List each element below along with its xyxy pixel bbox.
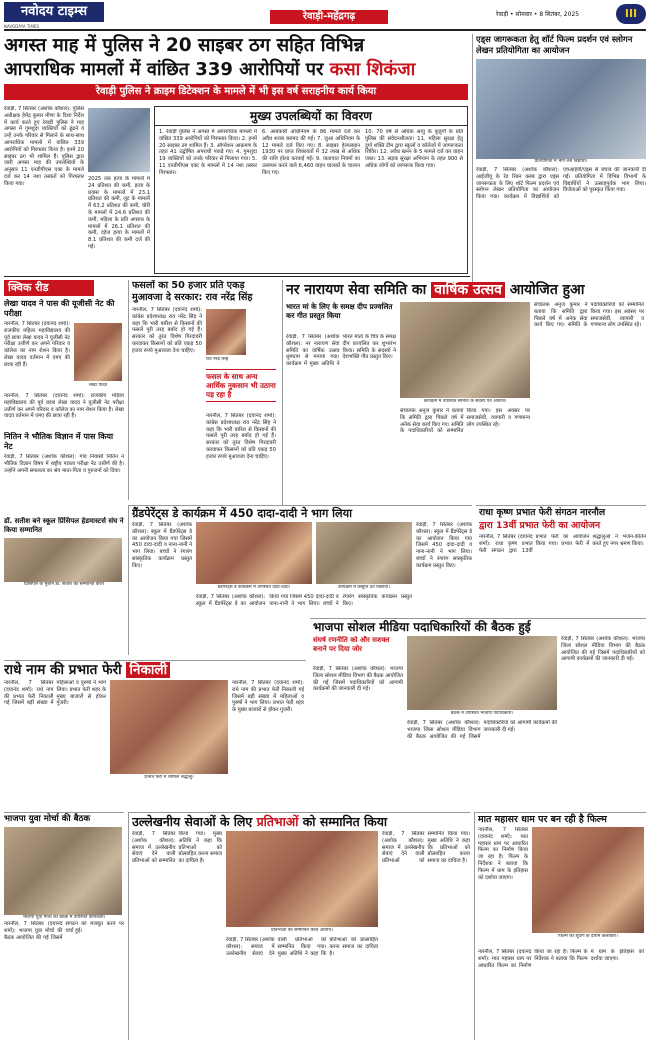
aids-photo <box>476 59 646 159</box>
film-headline: मात महासर धाम पर बन रही है फिल्म <box>478 814 607 825</box>
yuva-caption: भाजपा युवा मोर्चा की बैठक में उपस्थित कार्यकर्ता। <box>22 915 106 920</box>
lead-headline-highlight: कसा शिकंजा <box>329 59 416 80</box>
principal-photo <box>4 538 122 582</box>
honor-headline-highlight: प्रतिभाओं <box>256 814 299 829</box>
farmers-headline: फसलों का 50 हजार प्रति एकड़ मुआवजा दे सरकार: राव नरेंद्र सिंह <box>132 280 253 303</box>
honor-headline: उल्लेखनीय सेवाओं के लिए प्रतिभाओं को सम्मानित किया <box>132 814 388 829</box>
grandparents-caption-2: कार्यक्रम में प्रस्तुति देते विद्यार्थी। <box>338 585 390 590</box>
lekha-photo <box>74 323 122 381</box>
grandparents-caption-1: ग्रैंडपेरेंट्स डे कार्यक्रम में उपस्थित दादा-दादी। <box>217 585 291 590</box>
grandparents-headline: ग्रैंडपेरेंट्स डे कार्यक्रम में 450 दादा-दादी ने भाग लिया <box>132 507 353 520</box>
radhe-naam-body-2: नारनौल, 7 सितंबर (दयानंद शर्मा): राधे नाम की प्रभात फेरी निकाली गई जिसमें बड़ी संख्या में महिलाओं व पुरुषों ने भाग लिया। प्रभात फेरी शहर के मुख्य बाजारों से होकर गुजरी। <box>232 680 304 714</box>
lead-photo <box>88 108 150 172</box>
quickread-headline-1: लेखा यादव ने पास की यूजीसी नेट की परीक्षा <box>4 299 115 318</box>
radhe-naam-caption: प्रभात फेरी में शामिल श्रद्धालु। <box>144 775 194 780</box>
grandparents-photo-2 <box>316 522 412 584</box>
honor-caption: प्रतिभाओं को सम्मानित करते अतिथि। <box>270 928 334 933</box>
yuva-body: नारनौल, 7 सितंबर (दयानंद शर्मा): भाजपा युवा मोर्चा की बैठक आयोजित की गई जिसमें संगठन को मजबूत करने पर चर्चा हुई। <box>4 921 124 941</box>
bjp-caption: बैठक में उपस्थित भाजपा पदाधिकारी। <box>450 711 514 716</box>
rao-narendra-portrait <box>206 309 246 355</box>
achievements-title: मुख्य उपलब्धियों का विवरण <box>155 107 467 126</box>
radha-body: नारनौल, 7 सितंबर (दयानंद शर्मा): राधा कृष्ण प्रभात फेरी संगठन द्वारा 13वीं प्रभात फेरी का आयोजन किया गया। प्रभात फेरी में श्रद्धालुओं ने भजन-कीर्तन करते हुए नगर भ्रमण किया। <box>479 534 646 554</box>
bjp-body-2: रेवाड़ी, 7 सितंबर (अशोक कौशल): भाजपा जिला सोशल मीडिया विभाग की बैठक आयोजित की गई जिसमें पदाधिकारियों को आगामी कार्यक्रमों की जानकारी दी गई। <box>407 720 557 740</box>
quick-read-label: क्विक रीड <box>4 280 94 296</box>
annual-photo <box>400 302 530 398</box>
honor-photo <box>226 831 378 927</box>
farmers-body: नारनौल, 7 सितंबर (दयानंद शर्मा): कांग्रेस प्रदेशाध्यक्ष राव नरेंद्र सिंह ने कहा कि भारी बारिश से किसानों की फसलें पूरी तरह बर्बाद हो गई हैं। सरकार को तुरंत विशेष गिरदावरी करवाकर किसानों को प्रति एकड़ 50 हजार रुपये मुआवजा देना चाहिए। <box>132 307 202 354</box>
film-story <box>474 812 646 1040</box>
farmers-story <box>128 280 278 500</box>
radhe-naam-story <box>4 660 306 810</box>
principal-photo-caption: प्रिंसिपल के मुंशीन डॉ. सतीश को सम्मानित करते <box>24 582 104 587</box>
aids-story <box>472 34 646 284</box>
grandparents-body-2: रेवाड़ी, 7 सितंबर (अशोक कौशल): स्कूल में ग्रैंडपेरेंट्स डे का आयोजन किया गया जिसमें 450 दादा-दादी व नाना-नानी ने भाग लिया। बच्चों ने रंगारंग सांस्कृतिक कार्यक्रम प्रस्तुत किए। <box>196 594 412 607</box>
lead-headline-1: अगस्त माह में पुलिस ने 20 साइबर ठग सहित विभिन्न <box>4 35 365 56</box>
yuva-morcha-story <box>4 812 124 1040</box>
rao-narendra-caption: राव नरेंद्र सिंह <box>206 357 229 362</box>
bjp-headline: भाजपा सोशल मीडिया पदाधिकारियों की बैठक हुई <box>313 620 531 634</box>
annual-subhead: भारत मां के लिए के समक्ष दीप प्रज्वलित कर गीत प्रस्तुत किया <box>286 302 393 320</box>
film-caption: फिल्म की शूटिंग के दौरान कलाकार। <box>558 934 618 939</box>
radhe-naam-highlight: निकाली <box>126 662 170 678</box>
radha-headline-1: राधा कृष्ण प्रभात फेरी संगठन नारनौल <box>479 507 606 518</box>
lead-headline-2: आपराधिक मामलों में वांछित 339 आरोपियों पर कसा शिकंजा <box>4 59 416 80</box>
dateline: रेवाड़ी • सोमवार • 8 सितंबर, 2025 <box>496 11 580 18</box>
aids-caption: प्रतियोगिता में भाग लेते विद्यार्थी। <box>534 159 588 164</box>
annual-right-col: संचालक अनुज कुमार ने बताया कि समिति द्वारा पिछले वर्ष में अनेक सेवा कार्य किए गए। समिति के पदाधिकारियों को सम्मानित किया गया। इस अवसर पर समाजसेवी, व्यापारी व गणमान्य लोग उपस्थित रहे। <box>534 302 644 329</box>
quickread-body-2: रेवाड़ी, 7 सितंबर (अशोक कौशल): गांव निवासी नितिन ने भौतिक विज्ञान विषय में राष्ट्रीय पात्रता परीक्षा नेट उत्तीर्ण की है। उन्होंने अपनी सफलता का श्रेय माता-पिता व गुरुजनों को दिया। <box>4 454 124 474</box>
honor-body-2: रेवाड़ी, 7 सितंबर (अशोक कौशल): समाज में उल्लेखनीय सेवाएं देने वाली प्रतिभाओं को सम्मानित किया गया। मुख्य अतिथि ने कहा कि प्रतिभाओं को प्रोत्साहित करना समाज का दायित्व है। <box>226 937 378 957</box>
quickread-body-1b: नारनौल, 7 सितंबर (दयानंद शर्मा): राजकीय महिला महाविद्यालय की पूर्व छात्रा लेखा यादव ने यूजीसी नेट परीक्षा उत्तीर्ण कर अपने परिवार व कॉलेज का नाम रोशन किया है। लेखा यादव वर्तमान में एमए की छात्रा रही हैं। <box>4 393 124 420</box>
quickread-headline-3: डॉ. सतीश बने स्कूल प्रिंसिपल हेडमास्टर्स संघ ने किया सम्मानित <box>4 517 124 534</box>
bjp-body-3: रेवाड़ी, 7 सितंबर (अशोक कौशल): भाजपा जिला सोशल मीडिया विभाग की बैठक आयोजित की गई जिसमें पदाधिकारियों को आगामी कार्यक्रमों की जानकारी दी गई। <box>561 636 645 663</box>
aids-body: रेवाड़ी, 7 सितंबर (अशोक कौशल): आईजीयू के रेड रिबन क्लब द्वारा एड्स जागरूकता के लिए शॉर्ट फिल्म प्रदर्शन एवं स्लोगन लेखन प्रतियोगिता का आयोजन किया गया। कार्यक्रम में विद्यार्थियों को एचआईवी/एड्स से बचाव की जानकारी दी गई। प्रतियोगिता में विभिन्न विभागों के विद्यार्थियों ने उत्साहपूर्वक भाग लिया। विजेताओं को पुरस्कृत किया गया। <box>476 167 646 201</box>
bjp-subhead: संघर्ष रणनीति को और सशक्त बनाने पर दिया जोर <box>313 636 390 653</box>
radhe-naam-headline: राधे नाम की प्रभात फेरी निकाली <box>4 661 306 680</box>
annual-body-2: संचालक अनुज कुमार ने बताया कि समिति द्वारा पिछले वर्ष में अनेक सेवा कार्य किए गए। समिति के पदाधिकारियों को सम्मानित किया गया। इस अवसर पर समाजसेवी, व्यापारी व गणमान्य लोग उपस्थित रहे। <box>400 408 530 435</box>
quickread-headline-2: नितिन ने भौतिक विज्ञान में पास किया नेट <box>4 432 114 451</box>
lekha-photo-caption: लेखा यादव <box>88 383 108 388</box>
masthead-small: NAVODAYA TIMES <box>4 24 40 29</box>
honor-body: रेवाड़ी, 7 सितंबर (अशोक कौशल): समाज में उल्लेखनीय सेवाएं देने वाली प्रतिभाओं को सम्मानित किया गया। मुख्य अतिथि ने कहा कि प्रतिभाओं को प्रोत्साहित करना समाज का दायित्व है। <box>132 831 222 865</box>
lead-subheadline: रेवाड़ी पुलिस ने क्राइम डिटेक्शन के मामले में भी इस वर्ष सराहनीय कार्य किया <box>4 84 468 100</box>
quick-read <box>4 280 124 655</box>
masthead <box>0 0 650 34</box>
annual-body: रेवाड़ी, 7 सितंबर (अशोक कौशल): नर नारायण सेवा समिति का वार्षिक उत्सव धूमधाम से मनाया गया। कार्यक्रम में मुख्य अतिथि ने भारत माता के चित्र के समक्ष दीप प्रज्वलित कर शुभारंभ किया। समिति के सदस्यों ने देशभक्ति गीत प्रस्तुत किए। <box>286 334 396 368</box>
bjp-photo <box>407 636 557 710</box>
bjp-body: रेवाड़ी, 7 सितंबर (अशोक कौशल): भाजपा जिला सोशल मीडिया विभाग की बैठक आयोजित की गई जिसमें पदाधिकारियों को आगामी कार्यक्रमों की जानकारी दी गई। <box>313 666 403 693</box>
grandparents-body: रेवाड़ी, 7 सितंबर (अशोक कौशल): स्कूल में ग्रैंडपेरेंट्स डे का आयोजन किया गया जिसमें 450 दादा-दादी व नाना-नानी ने भाग लिया। बच्चों ने रंगारंग सांस्कृतिक कार्यक्रम प्रस्तुत किए। <box>132 522 192 569</box>
achievements-box <box>154 106 468 274</box>
achievements-col2: 6. आबकारी अधिनियम के 86 मामले दर्ज कर अवैध शराब बरामद की गई। 7. जुआ अधिनियम के 12 मामले दर्ज किए गए। 8. साइबर हेल्पलाइन 1930 पर प्राप्त शिकायतों में 32 लाख से अधिक की राशि होल्ड करवाई गई। 9. यातायात नियमों का उल्लंघन करने वाले 6,460 वाहन चालकों के चालान किए गए। <box>262 129 360 176</box>
yuva-headline: भाजपा युवा मोर्चा की बैठक <box>4 814 91 824</box>
annual-headline-highlight: वार्षिक उत्सव <box>431 282 505 298</box>
honor-body-3: रेवाड़ी, 7 सितंबर (अशोक कौशल): समाज में उल्लेखनीय सेवाएं देने वाली प्रतिभाओं को सम्मानित किया गया। मुख्य अतिथि ने कहा कि प्रतिभाओं को प्रोत्साहित करना समाज का दायित्व है। <box>382 831 470 865</box>
annual-story <box>282 280 646 505</box>
radha-krishna-story <box>476 505 646 617</box>
annual-caption: कार्यक्रम में उपस्थित समिति के सदस्य एवं अतिथि। <box>423 399 507 404</box>
honor-story <box>128 812 470 1040</box>
lead-story <box>4 34 468 274</box>
section-title: रेवाड़ी-महेंद्रगढ़ <box>270 10 388 24</box>
page-number: III <box>616 4 646 24</box>
farmers-body-2: नारनौल, 7 सितंबर (दयानंद शर्मा): कांग्रेस प्रदेशाध्यक्ष राव नरेंद्र सिंह ने कहा कि भारी बारिश से किसानों की फसलें पूरी तरह बर्बाद हो गई हैं। सरकार को तुरंत विशेष गिरदावरी करवाकर किसानों को प्रति एकड़ 50 हजार रुपये मुआवजा देना चाहिए। <box>206 413 276 460</box>
grandparents-body-3: रेवाड़ी, 7 सितंबर (अशोक कौशल): स्कूल में ग्रैंडपेरेंट्स डे का आयोजन किया गया जिसमें 450 दादा-दादी व नाना-नानी ने भाग लिया। बच्चों ने रंगारंग सांस्कृतिक कार्यक्रम प्रस्तुत किए। <box>416 522 472 569</box>
film-photo <box>532 827 644 933</box>
annual-headline: नर नारायण सेवा समिति का वार्षिक उत्सव आयोजित हुआ <box>286 282 585 298</box>
achievements-col3: 10. 70 वर्ष से अधिक आयु के बुजुर्गों के प्रति पुलिस की संवेदनशीलता। 11. महिला सुरक्षा हेतु दुर्गा शक्ति टीम द्वारा स्कूलों व कॉलेजों में जागरूकता शिविर। 12. अवैध खनन के 5 मामले दर्ज कर वाहन जब्त। 13. सड़क सुरक्षा अभियान के तहत 900 से अधिक लोगों को जागरूक किया गया। <box>365 129 463 169</box>
achievements-col1: 1. रेवाड़ी पुलिस ने अगस्त में आपराधिक मामलों में वांछित 339 आरोपियों को गिरफ्तार किया। 2. इनमें 20 साइबर ठग शामिल हैं। 3. ऑपरेशन आक्रमण के तहत 41 उद्घोषित अपराधी पकड़े गए। 4. गुमशुदा 19 व्यक्तियों को उनके परिवार से मिलाया गया। 5. 11 एनडीपीएस एक्ट के मामलों में 14 नशा तस्कर गिरफ्तार। <box>159 129 257 176</box>
quickread-body-1: नारनौल, 7 सितंबर (दयानंद शर्मा): राजकीय महिला महाविद्यालय की पूर्व छात्रा लेखा यादव ने यूजीसी नेट परीक्षा उत्तीर्ण कर अपने परिवार व कॉलेज का नाम रोशन किया है। लेखा यादव वर्तमान में एमए की छात्रा रही हैं। <box>4 321 70 368</box>
bjp-story <box>310 618 646 756</box>
radhe-naam-body: नारनौल, 7 सितंबर (दयानंद शर्मा): राधे नाम की प्रभात फेरी निकाली गई जिसमें बड़ी संख्या में महिलाओं व पुरुषों ने भाग लिया। प्रभात फेरी शहर के मुख्य बाजारों से होकर गुजरी। <box>4 680 106 707</box>
farmers-pull-quote: फसल के साथ अन्य आर्थिक नुकसान भी उठाना पड़ रहा है <box>206 369 276 402</box>
radha-headline-2: द्वारा 13वीं प्रभात फेरी का आयोजन <box>479 520 601 531</box>
radhe-naam-photo <box>110 680 228 774</box>
aids-headline: एड्स जागरूकता हेतु शॉर्ट फिल्म प्रदर्शन एवं स्लोगन लेखन प्रतियोगिता का आयोजन <box>476 34 633 55</box>
yuva-photo <box>4 827 122 915</box>
film-body: नारनौल, 7 सितंबर (दयानंद शर्मा): मात महासर धाम पर आधारित फिल्म का निर्माण किया जा रहा है। फिल्म के निर्देशक ने बताया कि फिल्म में धाम के इतिहास को दर्शाया जाएगा। <box>478 827 528 881</box>
masthead-logo: नवोदय टाइम्स <box>4 2 104 22</box>
grandparents-photo-1 <box>196 522 312 584</box>
lead-body-col1: रेवाड़ी, 7 सितंबर (अशोक कौशल): पुलिस अधीक्षक हेमेंद्र कुमार मीणा के दिशा निर्देश में कार्य करते हुए रेवाड़ी पुलिस ने माह अगस्त में गुमशुदा व्यक्तियों को ढूंढने व उन्हें उनके परिवार से मिलाने के साथ-साथ आपराधिक मामलों में वांछित 339 आरोपियों को गिरफ्तार किया है। इनमें 20 साइबर ठग भी शामिल हैं। पुलिस द्वारा जारी अगस्त माह की उपलब्धियों के अनुसार 11 एनडीपीएस एक्ट के मामले दर्ज कर 14 नशा तस्करों को गिरफ्तार किया गया। <box>4 106 84 187</box>
film-body-2: नारनौल, 7 सितंबर (दयानंद शर्मा): मात महासर धाम पर आधारित फिल्म का निर्माण किया जा रहा है। फिल्म के निर्देशक ने बताया कि फिल्म में धाम के इतिहास को दर्शाया जाएगा। <box>478 949 644 969</box>
lead-body-col2: 2025 तक हत्या के मामलों में 24 प्रतिशत की कमी, हत्या के प्रयास के मामलों में 23.1 प्रतिशत की कमी, लूट के मामलों में 63.2 प्रतिशत की कमी, चोरी के मामलों में 24.6 प्रतिशत की कमी, महिला के प्रति अपराध के मामलों में 26.1 प्रतिशत की कमी, दहेज हत्या के मामलों में 8.1 प्रतिशत की कमी दर्ज की गई। <box>88 176 150 250</box>
